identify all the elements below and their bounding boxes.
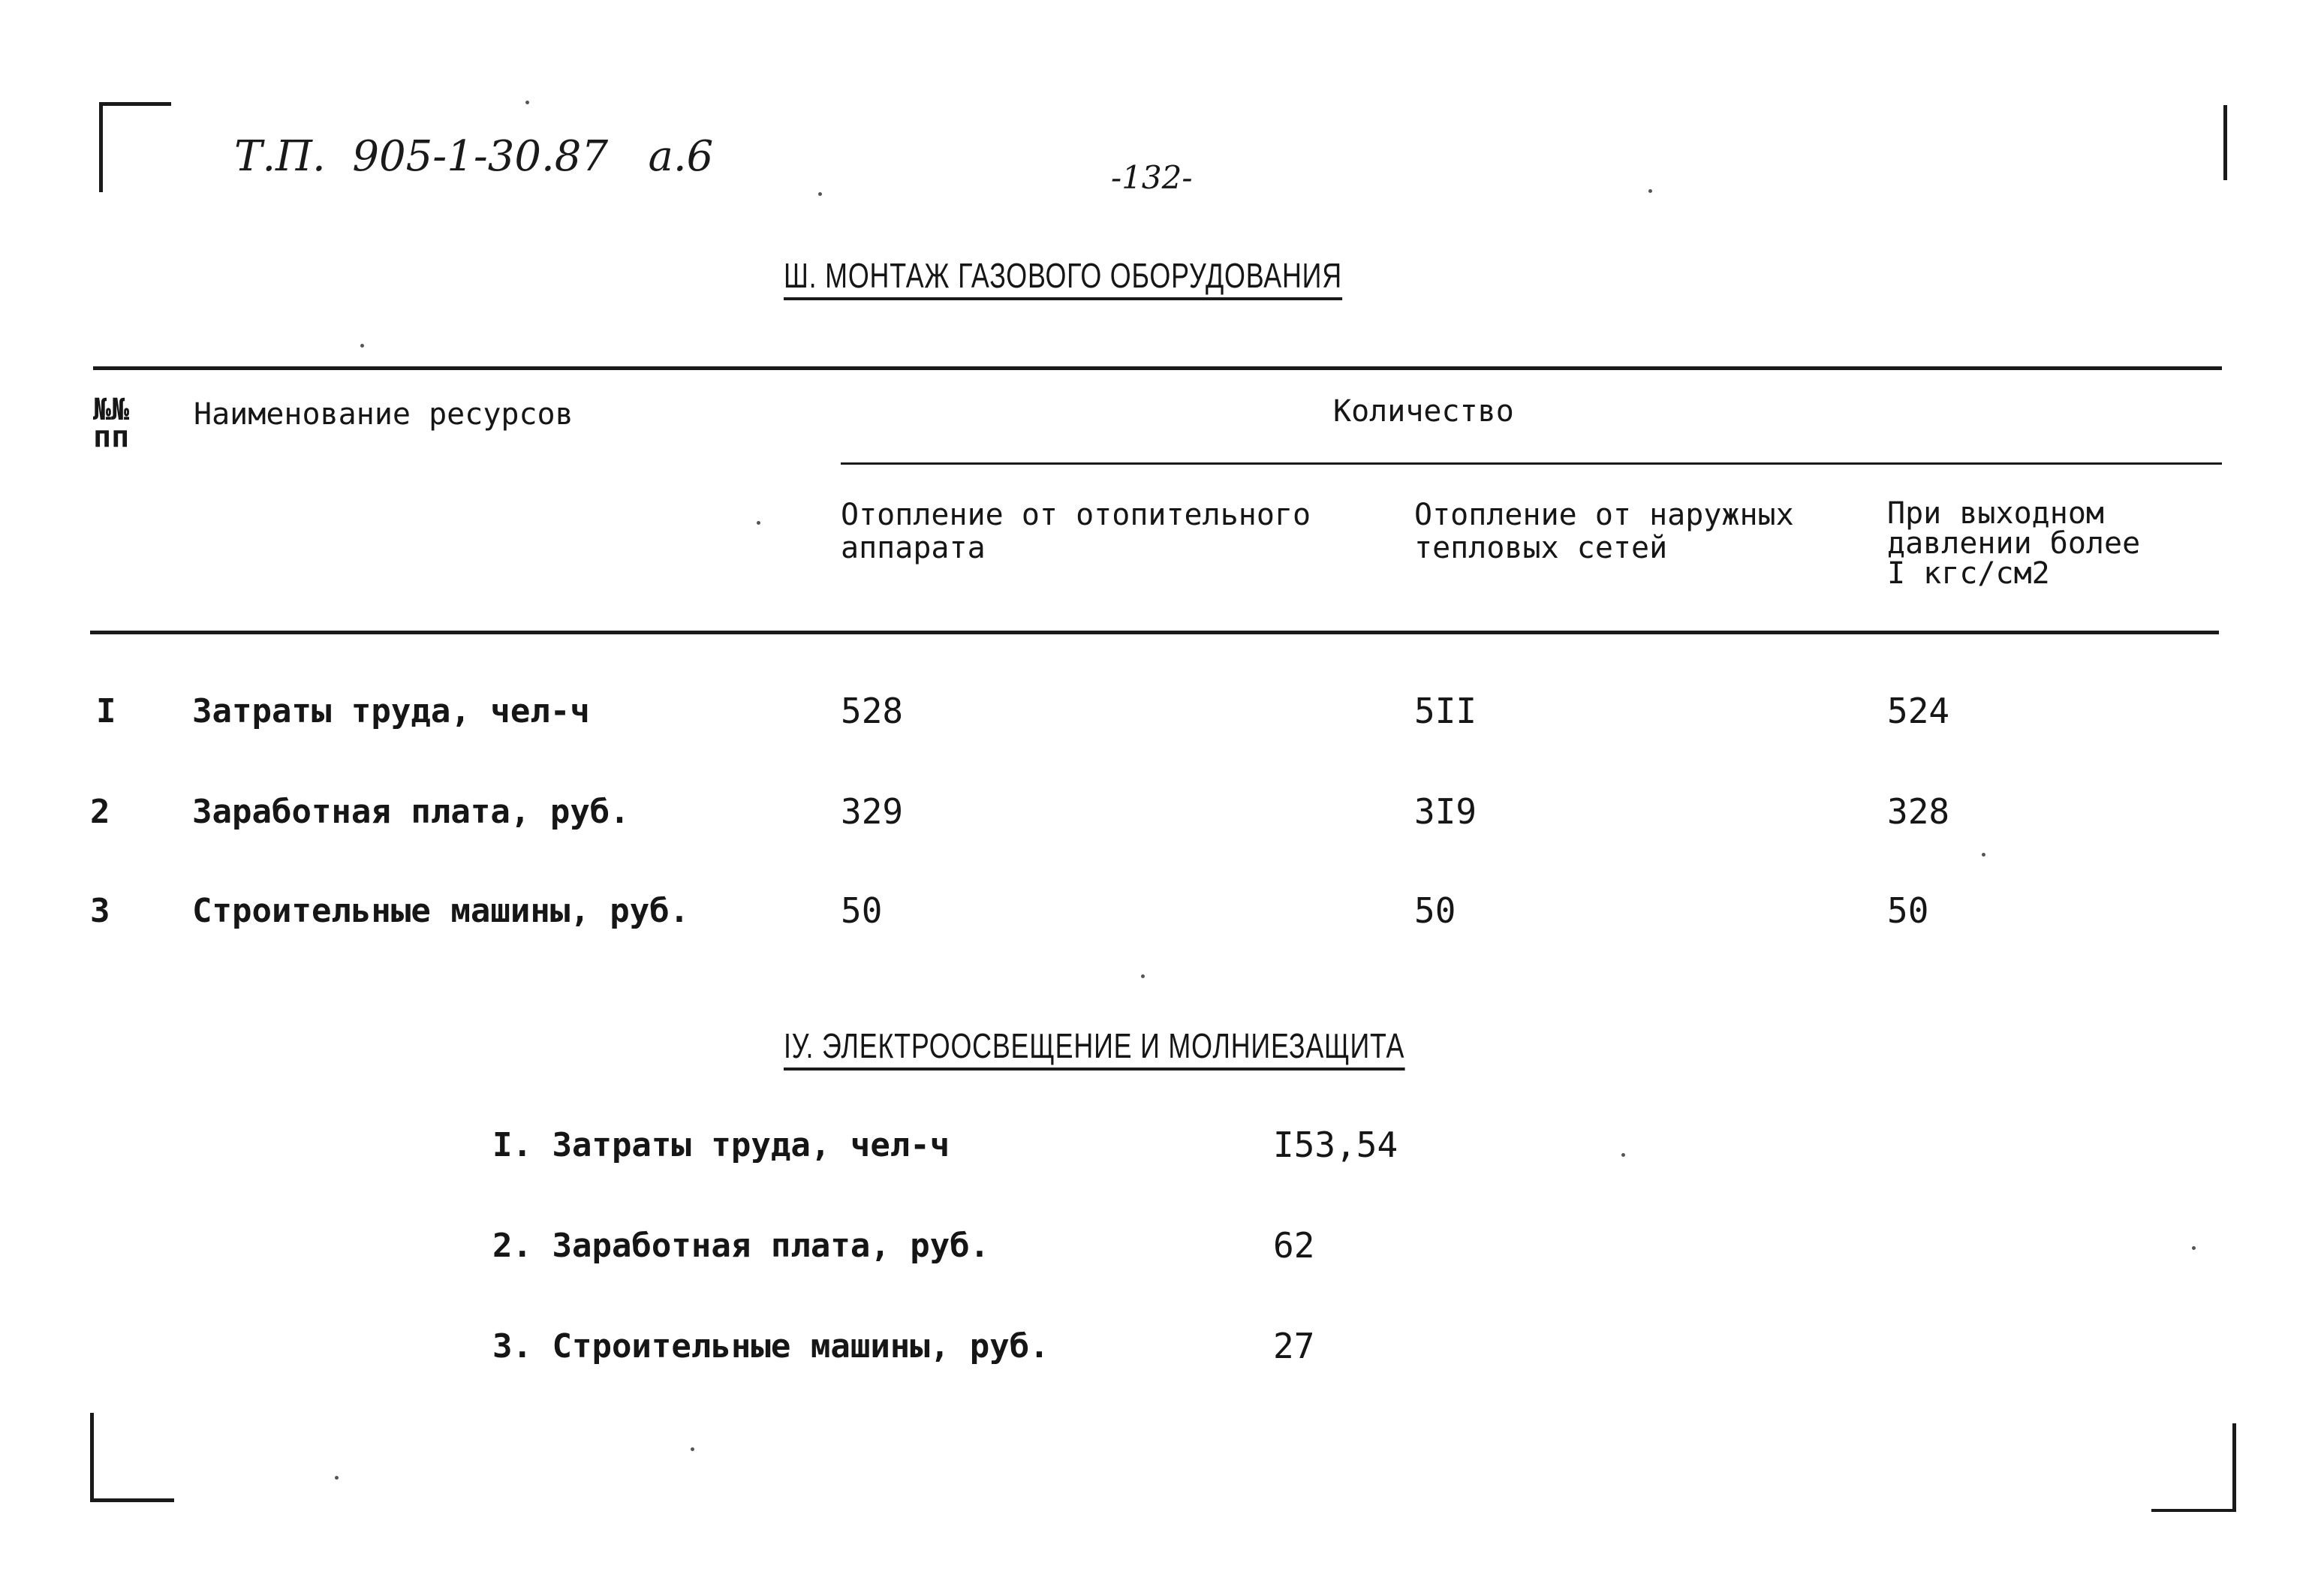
table-header-bottom-rule [90, 631, 2219, 634]
row-value-pressure: 328 [1887, 791, 1950, 832]
scan-speck [1648, 189, 1652, 193]
column-header-resource-name: Наименование ресурсов [194, 397, 573, 432]
item-label: I. Затраты труда, чел-ч [492, 1126, 950, 1164]
scan-speck [360, 344, 364, 348]
corner-mark-bottom-left-v [90, 1413, 94, 1501]
scan-speck [1141, 974, 1145, 978]
section-3-title: Ш. МОНТАЖ ГАЗОВОГО ОБОРУДОВАНИЯ [784, 255, 1342, 300]
page-number: -132- [1111, 159, 1193, 196]
scan-speck [757, 521, 760, 525]
row-resource-name: Затраты труда, чел-ч [192, 692, 590, 730]
item-value: 27 [1273, 1326, 1315, 1366]
row-value-apparatus: 50 [841, 890, 883, 931]
row-value-external: 5II [1414, 691, 1477, 731]
scan-speck [818, 192, 822, 196]
row-resource-name: Заработная плата, руб. [192, 793, 630, 831]
table-top-rule [93, 366, 2222, 370]
row-number: 3 [90, 892, 110, 930]
section-4-title: IУ. ЭЛЕКТРООСВЕЩЕНИЕ И МОЛНИЕЗАЩИТА [784, 1025, 1404, 1071]
item-label: 2. Заработная плата, руб. [492, 1227, 990, 1265]
corner-mark-bottom-right-v [2232, 1423, 2236, 1512]
row-resource-name: Строительные машины, руб. [192, 892, 690, 930]
corner-mark-bottom-left-h [90, 1498, 174, 1502]
row-value-external: 50 [1414, 890, 1456, 931]
row-value-pressure: 50 [1887, 890, 1929, 931]
row-value-apparatus: 528 [841, 691, 904, 731]
corner-mark-top-right-v [2223, 105, 2227, 180]
scan-speck [691, 1447, 694, 1451]
scan-speck [1982, 853, 1985, 857]
corner-mark-top-left-h [99, 102, 171, 106]
scan-speck [1621, 1153, 1625, 1157]
row-value-pressure: 524 [1887, 691, 1950, 731]
item-value: 62 [1273, 1225, 1315, 1266]
scan-speck [525, 101, 529, 104]
corner-mark-bottom-right-h [2151, 1509, 2235, 1512]
sub-header-heating-apparatus: Отопление от отопительного аппарата [841, 498, 1311, 565]
item-value: I53,54 [1273, 1125, 1398, 1165]
corner-mark-top-left-v [99, 102, 103, 192]
column-header-number: №№ пп [93, 393, 130, 454]
scan-speck [335, 1476, 339, 1480]
scan-speck [2192, 1246, 2196, 1250]
row-value-external: 3I9 [1414, 791, 1477, 832]
row-number: I [96, 692, 116, 730]
row-number: 2 [90, 793, 110, 831]
document-code: Т.П. 905-1-30.87 а.6 [234, 132, 714, 181]
sub-header-heating-external: Отопление от наружных тепловых сетей [1414, 498, 1794, 565]
item-label: 3. Строительные машины, руб. [492, 1327, 1049, 1366]
sub-header-high-pressure: При выходном давлении более I кгс/см2 [1887, 496, 2141, 591]
row-value-apparatus: 329 [841, 791, 904, 832]
column-header-quantity: Количество [1333, 394, 1514, 429]
quantity-sub-rule [841, 462, 2222, 465]
